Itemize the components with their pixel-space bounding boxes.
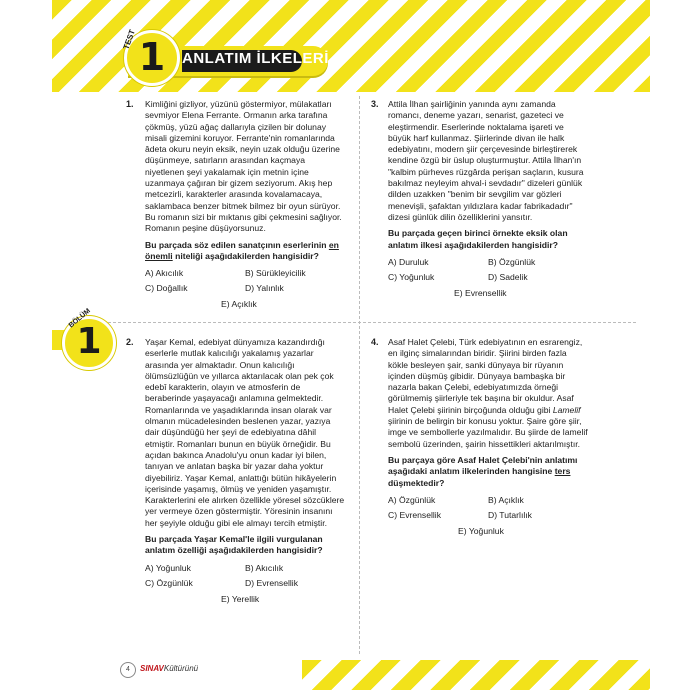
poem-title: Lamelif	[552, 404, 581, 415]
section-badge	[62, 307, 116, 370]
test-label: TEST	[121, 28, 137, 51]
brand-logo	[140, 664, 198, 673]
option-e[interactable]: E) Yoğunluk	[458, 525, 504, 536]
answer-options	[388, 257, 588, 313]
test-number-badge	[121, 28, 180, 86]
section-number: 1	[76, 321, 102, 362]
question-number: 2.	[126, 337, 134, 347]
question-prompt: Bu parçada geçen birinci örnekte eksik olan anlatım ilkesi aşağıdakilerden hangisidir?	[388, 228, 568, 250]
answer-options	[145, 563, 345, 619]
question-number: 3.	[371, 99, 379, 109]
option-b[interactable]: B) Özgünlük	[488, 256, 536, 267]
column-divider	[359, 96, 360, 654]
question-text	[388, 337, 588, 450]
question-3	[388, 99, 588, 313]
section-label: BÖLÜM	[67, 307, 92, 330]
answer-options	[388, 495, 588, 551]
text-part: şiirinin de belirgin bir konusu yoktur. Şaire göre şiir, imge ve sembollerle yazılmalıdır. Bu şiirde de lamelif sembolü üzerinden, şairin hissettikleri aktarılmıştır.	[388, 416, 588, 449]
option-a[interactable]: A) Yoğunluk	[145, 562, 191, 573]
question-prompt	[388, 455, 588, 489]
test-number: 1	[138, 35, 166, 79]
option-e[interactable]: E) Yerellik	[221, 593, 260, 604]
option-e[interactable]: E) Açıklık	[221, 299, 257, 310]
question-prompt: Bu parçada Yaşar Kemal'le ilgili vurgulanan anlatım özelliği aşağıdakilerden hangisidir?	[145, 534, 323, 556]
question-4	[388, 337, 588, 551]
prompt-part: Bu parçaya göre Asaf Halet Çelebi'nin anlatımı aşağıdaki anlatım ilkelerinden hangisine	[388, 454, 578, 477]
question-prompt	[145, 240, 343, 263]
answer-options	[145, 268, 343, 324]
option-c[interactable]: C) Özgünlük	[145, 577, 193, 588]
brand-tail: Kültürünü	[163, 664, 199, 673]
prompt-emphasis: en önemli	[145, 239, 339, 261]
option-b[interactable]: B) Sürükleyicilik	[245, 268, 306, 279]
option-c[interactable]: C) Evrensellik	[388, 509, 442, 520]
question-text: Attila İlhan şairliğinin yanında aynı zamanda romancı, deneme yazarı, senarist, gazeteci ve eleştirmendir. Eserlerinde noktalama işareti ve büyük harf kullanmaz. Şiirlerinde divan ile halk edebiyatını, modern şiir çerçevesinde birleştirerek kendine özgü bir üslup oluşturmuştur. Attila İlhan'ın "kalbim pürheves rüzgârda perişan saçların, kusura bakılmaz neyleyim ahval-i sevdadır" dizeleri günlük dilden uzakken "benim bir sevgilim var gözleri menevişli, şafaktan yıldızlara kadar fabrikadadır" dizesi günlük dilin özelliklerini yansıtır.	[388, 99, 584, 222]
option-d[interactable]: D) Tutarlılık	[488, 509, 532, 520]
option-a[interactable]: A) Özgünlük	[388, 494, 436, 505]
page-number: 4	[120, 662, 136, 678]
prompt-part: Bu parçada söz edilen sanatçının eserlerinin	[145, 239, 329, 250]
text-part: Asaf Halet Çelebi, Türk edebiyatının en esrarengiz, en ilginç simalarından biridir. Şiirini birden fazla kökle besleyen şair, sanki dünyaya bir rüyanın içinden düşmüş gibidir. Dünyaya bambaşka bir nazarla bakan Çelebi, edebiyatımızda örneği görülmemiş şiirleriyle tek başına bir okuldur. Asaf Halet Çelebi şiirinin birçoğunda olduğu gibi	[388, 337, 583, 415]
footer-stripe-band	[302, 660, 650, 690]
prompt-part: düşmektedir?	[388, 477, 445, 488]
question-text: Kimliğini gizliyor, yüzünü göstermiyor, mülakatları sevmiyor Elena Ferrante. Ormanın arka tarafına çökmüş, yüzü ağaç dallarıyla çizilen bir dolunay misali gizemini koruyor. Ferrante'nin romanlarında âdeta okuru neyin eksik, neyin uzak olduğu üzerine düşünmeye, satırların arasından kaçmaya niyetlenen şeyi yakalamak için metnin içine uzanmaya çağıran bir gizem seziyorum. Akış hep metcezirli, karakterler arasında kovalamacaya, saklambaca benzer bitmek bilmez bir oyun sürüyor. Bu romanın sizi bir mıktanıs gibi çekmesini sağlıyor. Romanın peşine düşüyorsunuz.	[145, 99, 342, 234]
option-d[interactable]: D) Yalınlık	[245, 283, 284, 294]
option-b[interactable]: B) Açıklık	[488, 494, 524, 505]
option-a[interactable]: A) Duruluk	[388, 256, 429, 267]
prompt-emphasis: ters	[554, 466, 571, 477]
question-text: Yaşar Kemal, edebiyat dünyamıza kazandırdığı eserlerle mutlak kalıcılığı yakalamış yazarlar arasında yer almaktadır. Onun kalıcılığı ölümsüzlüğün ve yıllarca aktarılacak olan pek çok edebî karakterin, olayın ve atmosferin de beraberinde yaşayacağı anlamına gelmektedir. Romanlarında ve yaşadıklarında insan olarak var olmanın mücadelesinden beslenen yazar, yazıya dair düşündüğü her şeyi de edebiyatına dâhil etmiştir. Romanları bunun en büyük örneğidir. Bu açıdan bakınca Anadolu'yu onun kadar iyi bilen, tanıyan ve anlatan başka bir yazar daha yoktur diyebiliriz. Yaşar Kemal, anlattığı bütün hikâyelerin içerisinde yaşamış, ölmüş ve yeniden yaşamıştır. Karakterlerini ele alırken özellikle yöresel sözcüklere yer vermeye özen göstermiştir. Yöresinin insanını her şeyiyle olduğu gibi ele almayı tercih etmiştir.	[145, 337, 345, 528]
question-number: 1.	[126, 99, 134, 109]
option-c[interactable]: C) Yoğunluk	[388, 271, 435, 282]
question-2	[145, 337, 345, 619]
option-a[interactable]: A) Akıcılık	[145, 268, 184, 279]
option-c[interactable]: C) Doğallık	[145, 283, 188, 294]
prompt-part: niteliği aşağıdakilerden hangisidir?	[172, 250, 319, 261]
brand-main: SINAV	[140, 664, 164, 673]
option-b[interactable]: B) Akıcılık	[245, 562, 284, 573]
option-d[interactable]: D) Sadelik	[488, 271, 528, 282]
option-d[interactable]: D) Evrensellik	[245, 577, 299, 588]
page-title: ANLATIM İLKELERİ	[182, 50, 329, 67]
question-1	[145, 99, 343, 324]
option-e[interactable]: E) Evrensellik	[454, 287, 507, 298]
question-number: 4.	[371, 337, 379, 347]
